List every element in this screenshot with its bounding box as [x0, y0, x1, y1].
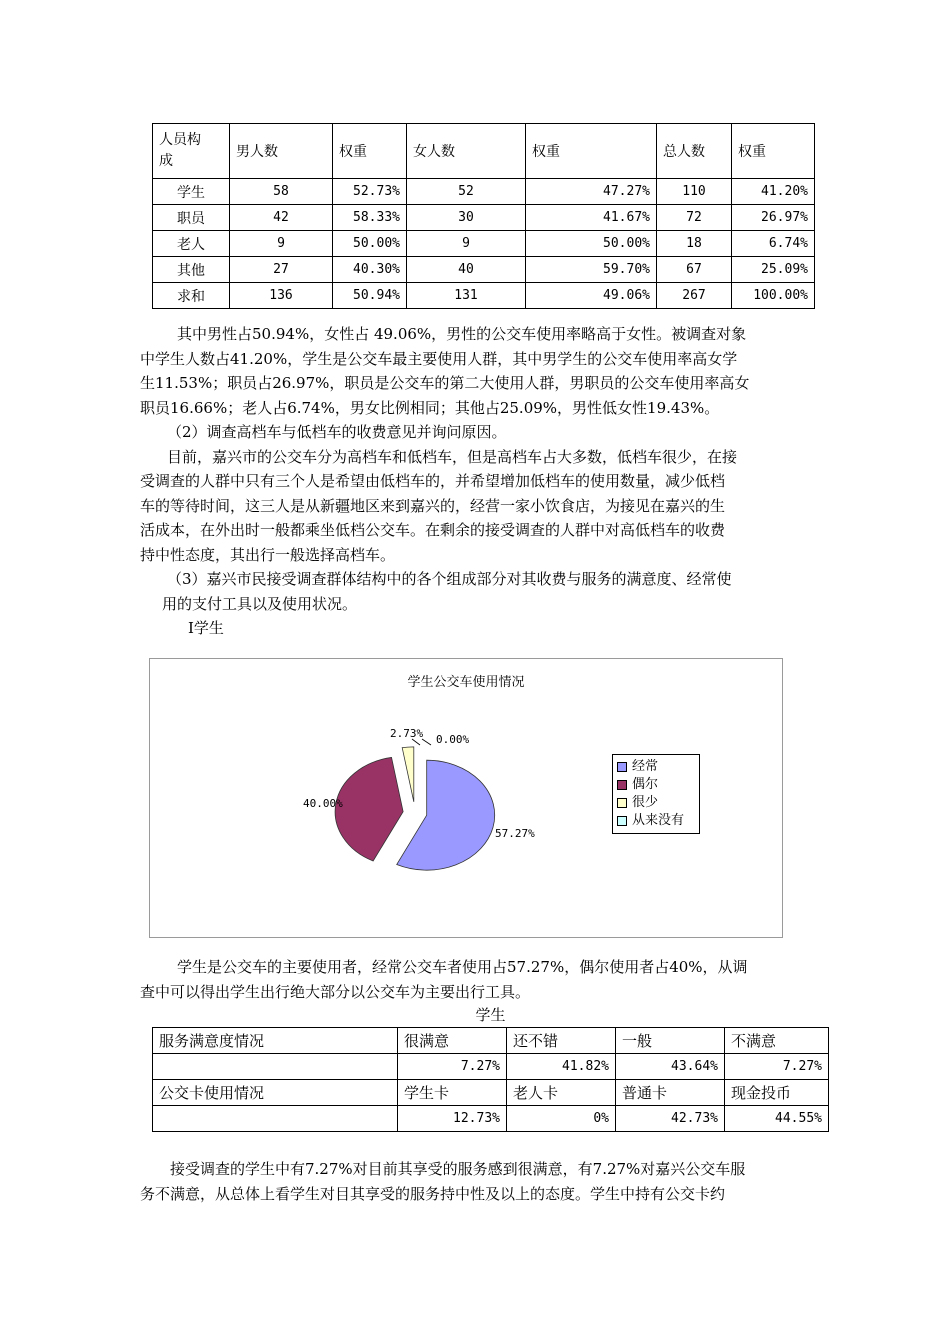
section-heading-2: （2）调查高档车与低档车的收费意见并询问原因。 [167, 423, 507, 441]
slice-label-occasional: 40.00% [303, 797, 343, 810]
table-header-cell: 权重 [526, 124, 657, 179]
table-cell: 9 [230, 231, 333, 257]
table-row [153, 1054, 829, 1080]
table-cell: 110 [657, 179, 732, 205]
chart-title: 学生公交车使用情况 [407, 674, 525, 689]
table-cell: 72 [657, 205, 732, 231]
paragraph-student-usage: 学生是公交车的主要使用者，经常公交车者使用占57.27%，偶尔使用者占40%，从调 查中可以得出学生出行绝大部分以公交车为主要出行工具。 [140, 958, 748, 1001]
table-cell: 52 [407, 179, 526, 205]
paragraph-student-satisfaction: 接受调查的学生中有7.27%对目前其享受的服务感到很满意，有7.27%对嘉兴公交车服 务不满意，从总体上看学生对目其享受的服务持中性及以上的态度。学生中持有公交卡约 [140, 1160, 746, 1203]
section-heading-3: （3）嘉兴市民接受调查群体结构中的各个组成部分对其收费与服务的满意度、经常使 [167, 570, 732, 588]
table-cell [153, 1054, 398, 1080]
table-cell: 41.20% [732, 179, 815, 205]
table-cell: 9 [407, 231, 526, 257]
slice-label-rarely: 2.73% [390, 727, 424, 740]
table-cell: 0% [507, 1106, 616, 1132]
section-label-students: Ⅰ学生 [188, 619, 224, 637]
table-cell: 老人卡 [507, 1080, 616, 1106]
legend-swatch [617, 762, 627, 772]
table-cell: 18 [657, 231, 732, 257]
table-cell: 41.82% [507, 1054, 616, 1080]
population-table [152, 123, 815, 309]
slice-label-never: 0.00% [436, 733, 470, 746]
table-cell: 49.06% [526, 283, 657, 309]
table-header-cell: 男人数 [230, 124, 333, 179]
table-cell: 很满意 [398, 1028, 507, 1054]
table-row [153, 1028, 829, 1054]
table-cell: 50.00% [526, 231, 657, 257]
table-cell: 6.74% [732, 231, 815, 257]
table-cell: 26.97% [732, 205, 815, 231]
legend-swatch [617, 780, 627, 790]
pie-slice-rarely [402, 747, 414, 802]
table-header-cell: 总人数 [657, 124, 732, 179]
table-cell: 7.27% [725, 1054, 829, 1080]
table-cell: 还不错 [507, 1028, 616, 1054]
table-cell: 职员 [153, 205, 230, 231]
table-cell: 100.00% [732, 283, 815, 309]
table-cell: 42.73% [616, 1106, 725, 1132]
table-cell: 12.73% [398, 1106, 507, 1132]
legend-item: 很少 [617, 794, 695, 812]
table-row [153, 205, 815, 231]
table-cell: 58 [230, 179, 333, 205]
table-cell: 59.70% [526, 257, 657, 283]
table-header-cell: 人员构 成 [153, 124, 230, 179]
table-row [153, 231, 815, 257]
table-cell: 30 [407, 205, 526, 231]
legend-item: 偶尔 [617, 776, 695, 794]
table-cell: 27 [230, 257, 333, 283]
legend-item: 经常 [617, 758, 695, 776]
table-cell: 43.64% [616, 1054, 725, 1080]
table-cell: 学生卡 [398, 1080, 507, 1106]
table-cell: 50.00% [333, 231, 407, 257]
table-cell: 50.94% [333, 283, 407, 309]
table-cell: 40.30% [333, 257, 407, 283]
table-cell: 52.73% [333, 179, 407, 205]
leader-line-never [422, 739, 431, 745]
table-cell: 普通卡 [616, 1080, 725, 1106]
table-cell: 42 [230, 205, 333, 231]
table-cell: 其他 [153, 257, 230, 283]
table-cell: 7.27% [398, 1054, 507, 1080]
table-cell: 不满意 [725, 1028, 829, 1054]
table-cell: 服务满意度情况 [153, 1028, 398, 1054]
table-caption: 学生 [475, 1006, 506, 1024]
table-row [153, 257, 815, 283]
pie-slice-occasional [335, 757, 403, 861]
table-header-row [153, 124, 815, 179]
pie-chart-container [149, 658, 783, 938]
legend-item: 从来没有 [617, 812, 695, 830]
table-cell: 67 [657, 257, 732, 283]
table-cell: 136 [230, 283, 333, 309]
table-cell: 131 [407, 283, 526, 309]
table-cell: 40 [407, 257, 526, 283]
table-cell: 25.09% [732, 257, 815, 283]
table-row [153, 1106, 829, 1132]
table-cell: 41.67% [526, 205, 657, 231]
student-satisfaction-table [152, 1027, 829, 1132]
table-row [153, 179, 815, 205]
table-header-cell: 权重 [333, 124, 407, 179]
slice-label-frequent: 57.27% [495, 827, 535, 840]
table-cell: 44.55% [725, 1106, 829, 1132]
table-cell [153, 1106, 398, 1132]
table-cell: 现金投币 [725, 1080, 829, 1106]
table-cell: 47.27% [526, 179, 657, 205]
legend-swatch [617, 798, 627, 808]
table-header-cell: 女人数 [407, 124, 526, 179]
table-cell: 学生 [153, 179, 230, 205]
table-cell: 公交卡使用情况 [153, 1080, 398, 1106]
table-cell: 58.33% [333, 205, 407, 231]
table-header-cell: 权重 [732, 124, 815, 179]
table-cell: 求和 [153, 283, 230, 309]
chart-legend [612, 754, 700, 834]
table-cell: 一般 [616, 1028, 725, 1054]
paragraph-gender-analysis: 其中男性占50.94%，女性占 49.06%，男性的公交车使用率略高于女性。被调查对象 中学生人数占41.20%，学生是公交车最主要使用人群，其中男学生的公交车使用率高女学 生11.53%；职员占26.97%，职员是公交车的第二大使用人群，男职员的公交车使用率高女 职员16.66%；老人占6.74%，男女比例相同；其他占25.09%，男性低女性19.43%。 （2）调查高档车与低档车的收费意见并询问原因。 目前，嘉兴市的公交车分为高档车和低档车，但是高档车占大多数，低档车很少，在接 受调查的人群中只有三个人是希望由低档车的，并希望增加低档车的使用数量，减少低档 车的等待时间，这三人是从新疆地区来到嘉兴的，经营一家小饮食店，为接见在嘉兴的生 活成本，在外出时一般都乘坐低档公交车。在剩余的接受调查的人群中对高低档车的收费 持中性态度，其出行一般选择高档车。 （3）嘉兴市民接受调查群体结构中的各个组成部分对其收费与服务的满意度、经常使 用的支付工具以及使用状况。 Ⅰ学生 [140, 322, 820, 641]
legend-swatch [617, 816, 627, 826]
table-row [153, 1080, 829, 1106]
table-row [153, 283, 815, 309]
table-cell: 267 [657, 283, 732, 309]
table-cell: 老人 [153, 231, 230, 257]
